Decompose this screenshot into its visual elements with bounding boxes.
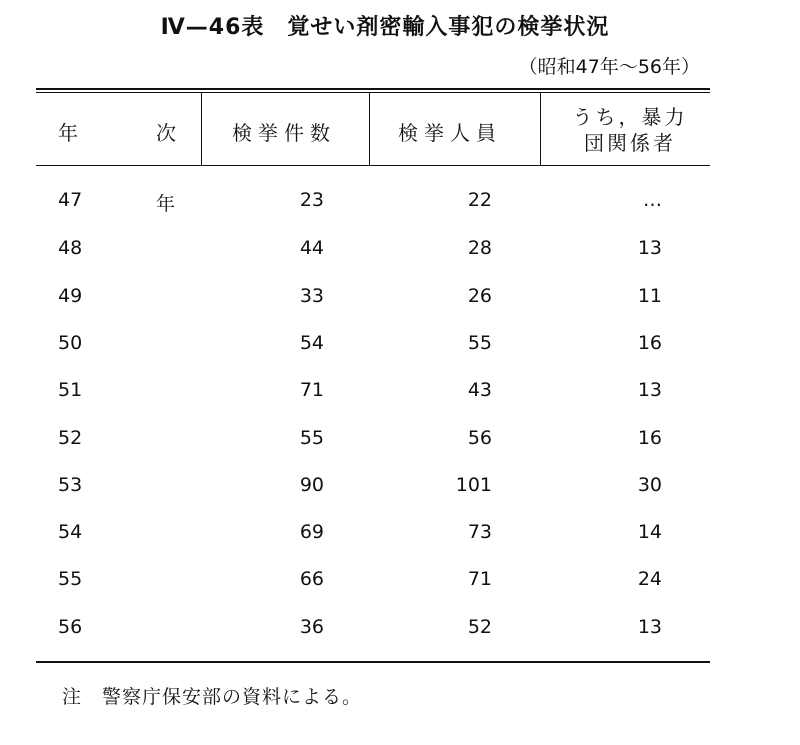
column-divider [540,93,541,165]
cell-gang-members: 16 [637,332,662,354]
cell-cases: 33 [299,285,324,307]
column-divider [201,93,202,165]
table-title: Ⅳ—46表 覚せい剤密輸入事犯の検挙状況 [160,15,610,40]
table-subtitle: （昭和47年～56年） [518,56,700,78]
cell-cases: 55 [299,427,324,449]
cell-gang-members: … [643,189,662,211]
source-note: 注 警察庁保安部の資料による。 [62,686,363,708]
cell-cases: 23 [299,189,324,211]
cell-persons: 101 [455,474,492,496]
cell-persons: 55 [467,332,492,354]
cell-year: 55 [58,568,83,590]
cell-gang-members: 30 [637,474,662,496]
cell-gang-members: 11 [637,285,662,307]
cell-gang-members: 24 [637,568,662,590]
header-rule [36,165,710,166]
cell-cases: 36 [299,616,324,638]
header-year-b: 次 [156,121,182,145]
cell-persons: 73 [467,521,492,543]
table-row [0,521,800,561]
cell-year: 47 [58,189,83,211]
table-row [0,568,800,608]
table-row [0,189,800,229]
cell-year: 54 [58,521,83,543]
cell-cases: 90 [299,474,324,496]
table-row [0,474,800,514]
table-row [0,285,800,325]
header-year-a: 年 [58,121,84,145]
cell-cases: 71 [299,379,324,401]
header-gang [566,104,694,156]
cell-cases: 54 [299,332,324,354]
table-row [0,379,800,419]
cell-persons: 56 [467,427,492,449]
cell-year: 49 [58,285,83,307]
cell-gang-members: 14 [637,521,662,543]
cell-persons: 28 [467,237,492,259]
cell-persons: 52 [467,616,492,638]
top-rule-thin [36,92,710,93]
cell-persons: 43 [467,379,492,401]
column-divider [369,93,370,165]
cell-gang-members: 13 [637,237,662,259]
top-rule [36,88,710,90]
header-gang-line2: 団関係者 [584,131,676,155]
cell-cases: 44 [299,237,324,259]
header-cases: 検挙件数 [232,121,336,145]
cell-year: 51 [58,379,83,401]
cell-gang-members: 13 [637,616,662,638]
cell-year: 48 [58,237,83,259]
table-row [0,237,800,277]
table-row [0,332,800,372]
header-persons: 検挙人員 [398,121,502,145]
header-gang-line1: うち，暴力 [572,105,688,129]
cell-year-suffix: 年 [156,193,176,215]
cell-gang-members: 16 [637,427,662,449]
table-row [0,616,800,656]
cell-year: 50 [58,332,83,354]
cell-cases: 66 [299,568,324,590]
cell-year: 52 [58,427,83,449]
cell-gang-members: 13 [637,379,662,401]
cell-persons: 22 [467,189,492,211]
table-row [0,427,800,467]
cell-persons: 71 [467,568,492,590]
cell-year: 53 [58,474,83,496]
cell-persons: 26 [467,285,492,307]
cell-year: 56 [58,616,83,638]
cell-cases: 69 [299,521,324,543]
bottom-rule [36,661,710,663]
